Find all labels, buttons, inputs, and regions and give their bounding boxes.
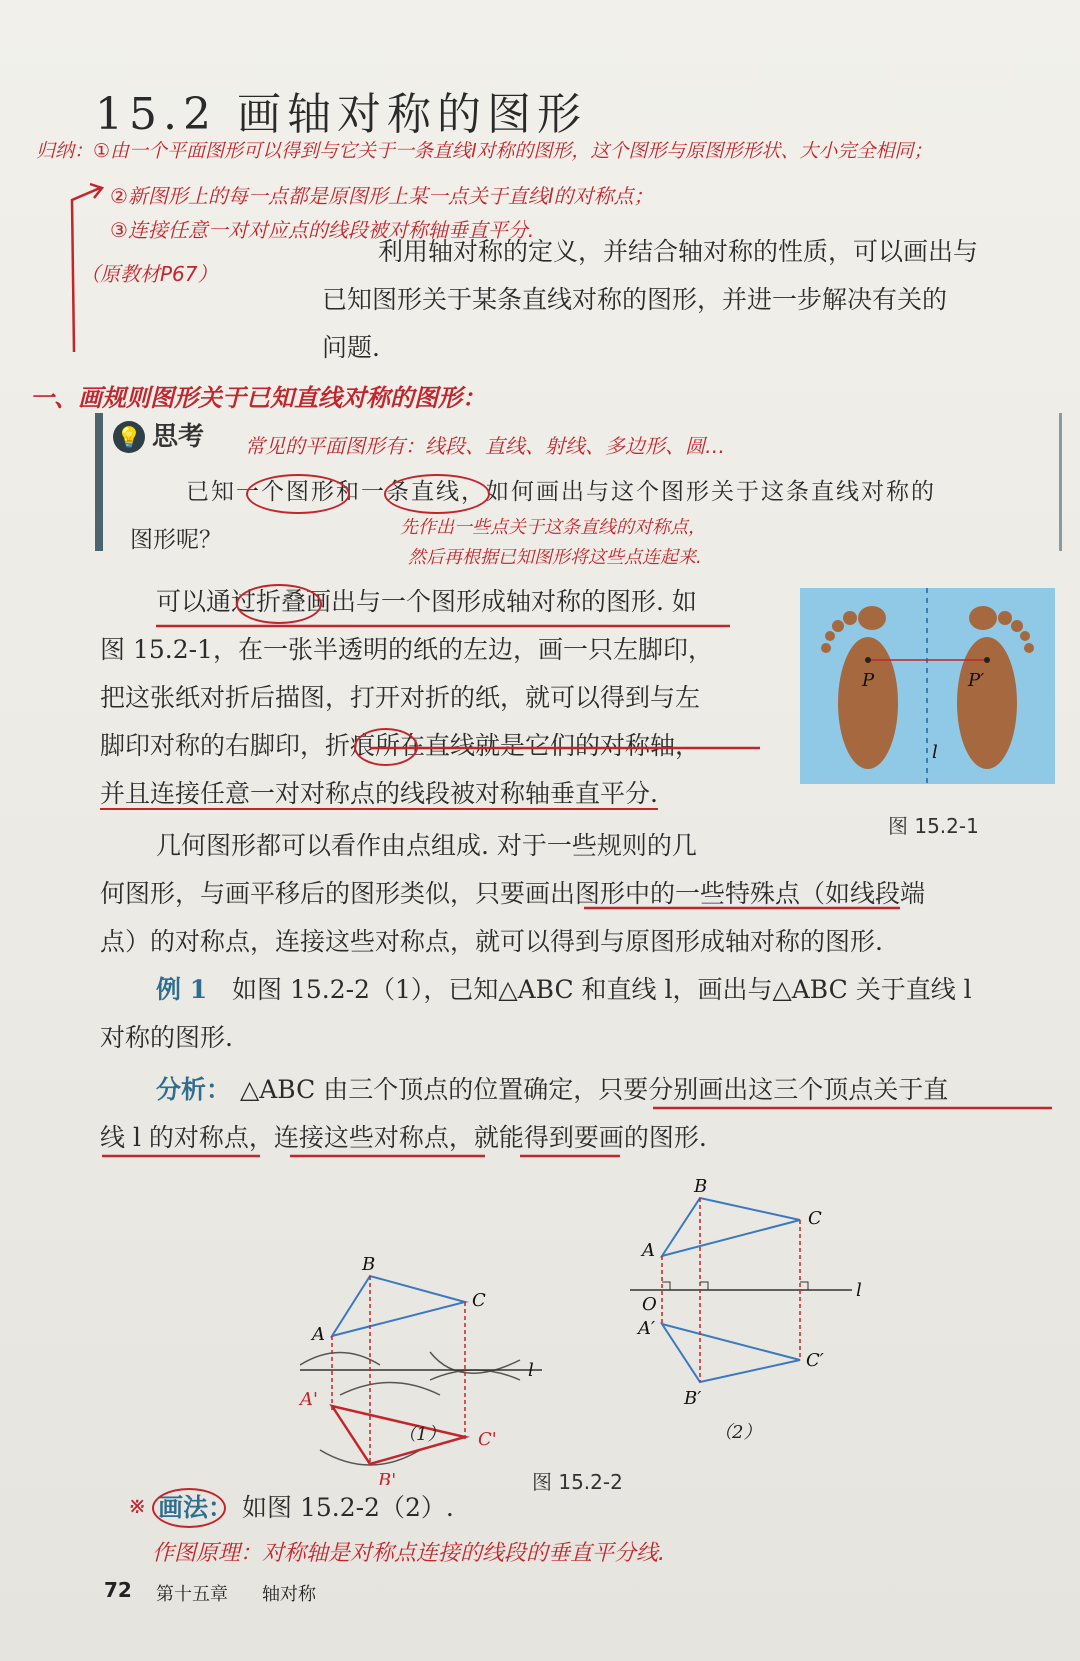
note-source: （原教材P67） (80, 262, 218, 286)
footprint-svg (800, 588, 1055, 784)
fig2-sub1: （1） (398, 1424, 446, 1445)
intro-line2: 已知图形关于某条直线对称的图形，并进一步解决有关的 (322, 285, 948, 314)
lightbulb-icon: 💡 (113, 421, 145, 453)
think-line2: 图形呢？ (130, 527, 222, 553)
label-p: P (862, 670, 875, 691)
fig2-2-label-a2: A′ (638, 1318, 656, 1339)
note-circle-crease (354, 728, 418, 766)
chapter-label: 第十五章 (156, 1584, 228, 1605)
intro-line1: 利用轴对称的定义，并结合轴对称的性质，可以画出与 (378, 237, 979, 266)
para2-line2: 何图形，与画平移后的图形类似，只要画出图形中的一些特殊点（如线段端 (100, 879, 926, 908)
think-title: 思考 (152, 422, 205, 452)
left-footprint (821, 606, 898, 769)
analysis-line2: 线 l 的对称点，连接这些对称点，就能得到要画的图形. (100, 1123, 707, 1152)
page-number: 72 (104, 1578, 132, 1602)
method-label: 画法： (158, 1493, 234, 1522)
note-method-prefix: ※ (128, 1494, 147, 1519)
para1-line2: 图 15.2-1，在一张半透明的纸的左边，画一只左脚印， (100, 635, 713, 664)
note-para1-underlines (150, 620, 770, 760)
label-p-prime: P′ (968, 670, 985, 691)
fig2-2-label-l: l (856, 1280, 862, 1301)
fig2-1-label-l: l (528, 1360, 534, 1381)
note-para2-underline (580, 904, 910, 914)
chapter-title: 轴对称 (262, 1584, 316, 1605)
fig2-1-label-c: C (472, 1290, 486, 1311)
section-title: 15.2 画轴对称的图形 (95, 89, 587, 140)
note-think-bottom2: 然后再根据已知图形将这些点连起来. (408, 547, 702, 568)
note-bracket-arrow (60, 180, 120, 355)
note-circle-figure (246, 474, 350, 514)
note-circle-fold (236, 584, 322, 624)
fig2-1-label-a: A (312, 1324, 325, 1345)
fig2-part1 (280, 1240, 570, 1485)
intro-line3: 问题. (322, 333, 380, 362)
example-line2: 对称的图形. (100, 1023, 233, 1052)
para2-line1: 几何图形都可以看作由点组成. 对于一些规则的几 (156, 831, 697, 860)
note-summary-line3: ③连接任意一对对应点的线段被对称轴垂直平分. (110, 218, 535, 242)
analysis-label: 分析： (156, 1075, 232, 1104)
example-label: 例 1 (156, 975, 208, 1004)
note-circle-method (152, 1488, 226, 1528)
example-line1: 如图 15.2-2（1），已知△ABC 和直线 l，画出与△ABC 关于直线 l (232, 975, 972, 1004)
note-analysis-underlines (100, 1104, 1060, 1166)
note-summary-line2: ②新图形上的每一点都是原图形上某一点关于直线l的对称点； (110, 184, 654, 208)
para1-line5: 并且连接任意一对对称点的线段被对称轴垂直平分. (100, 779, 658, 808)
fig2-hand-c: C' (478, 1429, 497, 1450)
fig2-hand-b: B' (378, 1470, 397, 1485)
note-think-bottom1: 先作出一些点关于这条直线的对称点， (400, 517, 706, 538)
note-heading-1: 一、画规则图形关于已知直线对称的图形： (30, 384, 486, 412)
triangle-abc (332, 1276, 465, 1336)
fig2-2-label-c: C (808, 1208, 822, 1229)
note-principle: 作图原理：对称轴是对称点连接的线段的垂直平分线. (152, 1541, 665, 1566)
para1-line4: 脚印对称的右脚印，折痕所在直线就是它们的对称轴， (100, 731, 701, 760)
fig2-2-label-a: A (642, 1240, 655, 1261)
fig2-hand-a: A' (300, 1389, 318, 1410)
fig2-2-label-c2: C′ (806, 1350, 824, 1371)
fig2-2-label-b: B (694, 1176, 708, 1197)
para1-line1: 可以通过折叠画出与一个图形成轴对称的图形. 如 (156, 587, 697, 616)
fig2-1-label-b: B (362, 1254, 376, 1275)
fig2-2-label-b2: B′ (684, 1388, 702, 1409)
footprint-figure (800, 588, 1055, 784)
fig2-sub2: （2） (714, 1422, 762, 1442)
fig2-2-label-o: O (642, 1294, 657, 1315)
note-summary-line1: 归纳：①由一个平面图形可以得到与它关于一条直线l对称的图形，这个图形与原图形形状、大小完全相同； (36, 140, 933, 162)
note-circle-line (384, 474, 490, 514)
fig1-caption: 图 15.2-1 (888, 814, 979, 838)
label-axis-l: l (932, 742, 938, 763)
think-line1: 已知一个图形和一条直线，如何画出与这个图形关于这条直线对称的 (186, 479, 936, 505)
triangle-abc-prime (662, 1324, 800, 1382)
para1-line3: 把这张纸对折后描图，打开对折的纸，就可以得到与左 (100, 683, 701, 712)
triangle-abc-2 (662, 1198, 800, 1256)
note-think-top: 常见的平面图形有：线段、直线、射线、多边形、圆… (245, 434, 725, 458)
analysis-line1: △ABC 由三个顶点的位置确定，只要分别画出这三个顶点关于直 (240, 1075, 949, 1104)
para2-line3: 点）的对称点，连接这些对称点，就可以得到与原图形成轴对称的图形. (100, 927, 883, 956)
fig2-caption: 图 15.2-2 (532, 1470, 623, 1494)
fig2-part2 (620, 1172, 870, 1442)
method-text: 如图 15.2-2（2）. (242, 1493, 454, 1522)
